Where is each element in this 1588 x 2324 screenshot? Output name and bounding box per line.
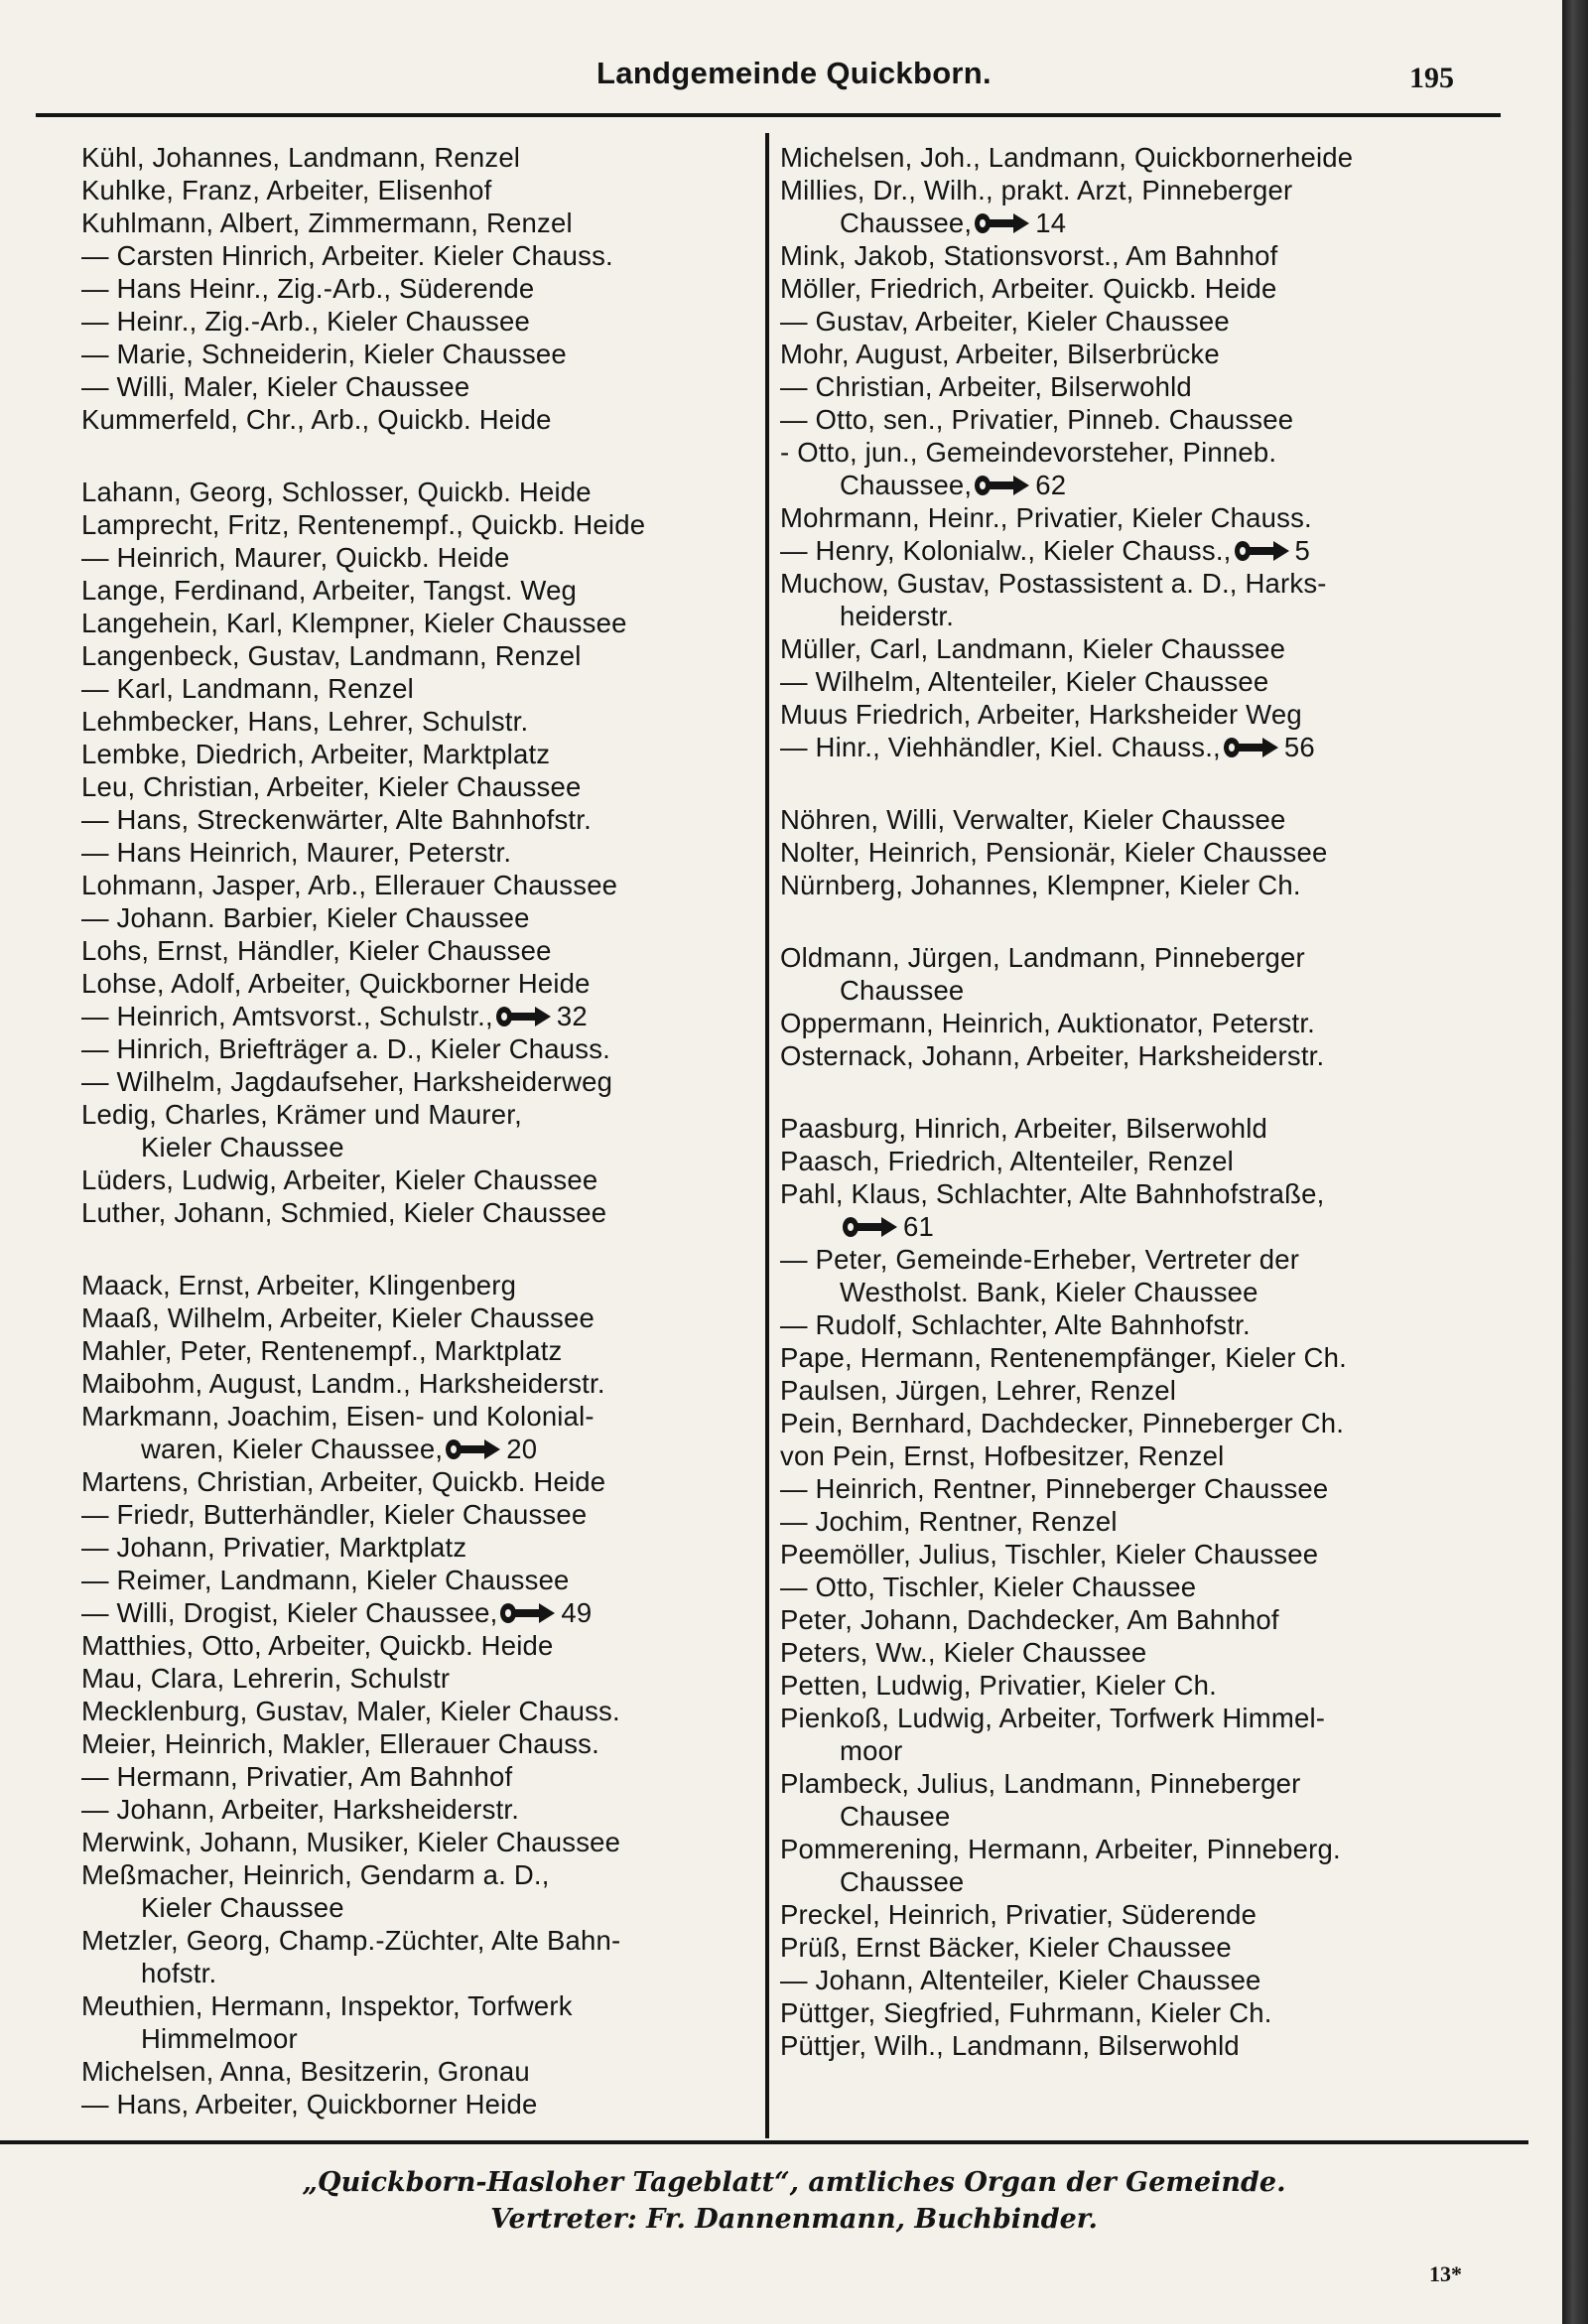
continuation-text: Chaussee [840, 975, 965, 1006]
directory-entry [81, 1793, 766, 1826]
footer-newspaper-line: „Quickborn-Hasloher Tageblatt“, amtliches Organ der Gemeinde. [302, 2167, 1286, 2198]
directory-entry [81, 2055, 766, 2088]
directory-entry [81, 206, 766, 239]
entry-text: Nöhren, Willi, Verwalter, Kieler Chaussee [780, 804, 1286, 835]
directory-entry [81, 1065, 766, 1098]
directory-entry [81, 1662, 766, 1695]
directory-entry [81, 1334, 766, 1367]
entry-text: Paasch, Friedrich, Altenteiler, Renzel [780, 1146, 1234, 1176]
entry-text: Lohs, Ernst, Händler, Kieler Chaussee [81, 935, 552, 966]
page-edge-shadow [1562, 0, 1588, 2324]
directory-entry [780, 1374, 1475, 1407]
entry-text: Paulsen, Jürgen, Lehrer, Renzel [780, 1375, 1177, 1406]
directory-entry [780, 567, 1475, 632]
entry-text: — Heinrich, Amtsvorst., Schulstr., [81, 1001, 493, 1031]
entry-text: Müller, Carl, Landmann, Kieler Chaussee [780, 633, 1286, 664]
directory-entry [81, 239, 766, 272]
entry-text: Osternack, Johann, Arbeiter, Harksheiderstr. [780, 1040, 1325, 1071]
entry-text: Markmann, Joachim, Eisen- und Kolonial- [81, 1401, 595, 1432]
directory-entry [780, 174, 1475, 239]
telephone-receiver-icon [445, 1437, 502, 1461]
continuation-text: Chaussee, [840, 470, 973, 500]
directory-entry [81, 338, 766, 370]
entry-continuation [780, 469, 1475, 501]
entry-text: — Johann, Altenteiler, Kieler Chaussee [780, 1965, 1261, 1995]
directory-entry [780, 239, 1475, 272]
entry-text: Peemöller, Julius, Tischler, Kieler Chaussee [780, 1539, 1319, 1570]
directory-entry [81, 770, 766, 803]
entry-text: — Carsten Hinrich, Arbeiter. Kieler Chauss. [81, 240, 613, 271]
directory-entry [81, 1760, 766, 1793]
directory-entry [81, 967, 766, 1000]
entry-text: — Johann, Privatier, Marktplatz [81, 1532, 467, 1563]
entry-text: Metzler, Georg, Champ.-Züchter, Alte Bahn- [81, 1925, 621, 1956]
entry-text: Mecklenburg, Gustav, Maler, Kieler Chauss. [81, 1696, 620, 1726]
entry-continuation [780, 1276, 1475, 1308]
directory-entry [780, 1571, 1475, 1603]
directory-entry [81, 1989, 766, 2055]
directory-entry [81, 1564, 766, 1596]
entry-text: Paasburg, Hinrich, Arbeiter, Bilserwohld [780, 1113, 1268, 1144]
directory-entry [81, 1498, 766, 1531]
continuation-text: Kieler Chaussee [141, 1132, 344, 1162]
entry-text: Möller, Friedrich, Arbeiter. Quickb. Heide [780, 273, 1277, 304]
continuation-text: hofstr. [141, 1958, 217, 1988]
directory-entry [780, 941, 1475, 1007]
entry-text: — Christian, Arbeiter, Bilserwohld [780, 371, 1192, 402]
entry-text: — Hans, Streckenwärter, Alte Bahnhofstr. [81, 804, 592, 835]
directory-entry [780, 403, 1475, 436]
directory-entry [81, 141, 766, 174]
phone-number: 62 [1035, 470, 1067, 500]
directory-entry [81, 1163, 766, 1196]
entry-text: — Otto, Tischler, Kieler Chaussee [780, 1572, 1197, 1602]
directory-entry [81, 901, 766, 934]
directory-entry [81, 836, 766, 869]
entry-text: — Johann, Arbeiter, Harksheiderstr. [81, 1794, 520, 1825]
directory-entry [780, 1538, 1475, 1571]
entry-text: Muus Friedrich, Arbeiter, Harksheider Weg [780, 699, 1302, 730]
continuation-text: waren, Kieler Chaussee, [141, 1434, 444, 1464]
directory-entry [780, 1669, 1475, 1702]
telephone-receiver-icon [1223, 736, 1280, 759]
entry-text: Lehmbecker, Hans, Lehrer, Schulstr. [81, 706, 529, 737]
directory-entry [81, 1596, 766, 1629]
directory-entry [780, 1964, 1475, 1996]
directory-entry [81, 1400, 766, 1465]
entry-text: — Peter, Gemeinde-Erheber, Vertreter der [780, 1244, 1300, 1275]
telephone-receiver-icon [974, 474, 1031, 497]
directory-entry [780, 436, 1475, 501]
entry-text: Leu, Christian, Arbeiter, Kieler Chaussee [81, 771, 582, 802]
entry-text: — Karl, Landmann, Renzel [81, 673, 414, 704]
entry-text: Maibohm, August, Landm., Harksheiderstr. [81, 1368, 605, 1399]
directory-entry [81, 934, 766, 967]
entry-continuation [780, 1800, 1475, 1833]
directory-entry [780, 1308, 1475, 1341]
entry-continuation [780, 600, 1475, 632]
entry-text: Kuhlke, Franz, Arbeiter, Elisenhof [81, 175, 492, 205]
telephone-receiver-icon [495, 1005, 553, 1028]
entry-text: Maack, Ernst, Arbeiter, Klingenberg [81, 1270, 517, 1300]
entry-text: Meuthien, Hermann, Inspektor, Torfwerk [81, 1990, 573, 2021]
directory-entry [81, 803, 766, 836]
directory-entry [81, 738, 766, 770]
entry-text: Muchow, Gustav, Postassistent a. D., Harks- [780, 568, 1327, 599]
directory-entry [780, 305, 1475, 338]
signature-mark: 13* [1429, 2261, 1462, 2286]
continuation-text: moor [840, 1735, 903, 1766]
entry-continuation [81, 1131, 766, 1163]
entry-continuation [780, 206, 1475, 239]
directory-entry [81, 508, 766, 541]
entry-text: Petten, Ludwig, Privatier, Kieler Ch. [780, 1670, 1217, 1701]
directory-entry [780, 836, 1475, 869]
header-rule [36, 113, 1501, 117]
directory-entry [780, 141, 1475, 174]
directory-entry [81, 1269, 766, 1301]
directory-entry [780, 1112, 1475, 1145]
column-divider [765, 133, 769, 2138]
directory-entry [780, 803, 1475, 836]
entry-continuation [81, 2022, 766, 2055]
footer-agent-line: Vertreter: Fr. Dannenmann, Buchbinder. [490, 2204, 1098, 2235]
entry-text: Martens, Christian, Arbeiter, Quickb. Heide [81, 1466, 606, 1497]
entry-text: Pommerening, Hermann, Arbeiter, Pinneberg. [780, 1834, 1341, 1864]
directory-entry [780, 698, 1475, 731]
entry-text: Kuhlmann, Albert, Zimmermann, Renzel [81, 207, 573, 238]
directory-entry [780, 1931, 1475, 1964]
directory-entry [81, 1695, 766, 1727]
entry-text: Michelsen, Anna, Besitzerin, Gronau [81, 2056, 530, 2087]
entry-text: — Friedr, Butterhändler, Kieler Chaussee [81, 1499, 588, 1530]
entry-text: Merwink, Johann, Musiker, Kieler Chaussee [81, 1827, 621, 1857]
directory-entry [81, 672, 766, 705]
entry-text: Lohmann, Jasper, Arb., Ellerauer Chaussee [81, 870, 618, 900]
directory-entry [780, 1702, 1475, 1767]
entry-continuation [81, 1433, 766, 1465]
entry-continuation [81, 1891, 766, 1924]
directory-entry [81, 476, 766, 508]
entry-text: — Hermann, Privatier, Am Bahnhof [81, 1761, 513, 1792]
directory-entry [81, 1465, 766, 1498]
directory-entry [81, 607, 766, 639]
entry-text: Langehein, Karl, Klempner, Kieler Chaussee [81, 608, 627, 638]
entry-text: — Wilhelm, Altenteiler, Kieler Chaussee [780, 666, 1269, 697]
continuation-text: Kieler Chaussee [141, 1892, 344, 1923]
directory-entry [81, 1032, 766, 1065]
phone-number: 49 [561, 1597, 593, 1628]
entry-text: Kühl, Johannes, Landmann, Renzel [81, 142, 521, 173]
phone-number: 56 [1283, 732, 1315, 762]
entry-text: Lamprecht, Fritz, Rentenempf., Quickb. Heide [81, 509, 646, 540]
entry-text: — Johann. Barbier, Kieler Chaussee [81, 902, 530, 933]
entry-text: Maaß, Wilhelm, Arbeiter, Kieler Chaussee [81, 1302, 595, 1333]
footer-rule [0, 2140, 1528, 2144]
entry-text: Peters, Ww., Kieler Chaussee [780, 1637, 1147, 1668]
phone-number: 20 [506, 1434, 538, 1464]
entry-text: — Rudolf, Schlachter, Alte Bahnhofstr. [780, 1309, 1251, 1340]
entry-text: Luther, Johann, Schmied, Kieler Chaussee [81, 1197, 607, 1228]
directory-entry [780, 869, 1475, 901]
directory-entry [780, 1603, 1475, 1636]
entry-text: Pein, Bernhard, Dachdecker, Pinneberger Ch. [780, 1408, 1345, 1438]
entry-text: Lahann, Georg, Schlosser, Quickb. Heide [81, 477, 592, 507]
entry-text: Matthies, Otto, Arbeiter, Quickb. Heide [81, 1630, 554, 1661]
continuation-text: Chaussee [840, 1866, 965, 1897]
entry-text: Prüß, Ernst Bäcker, Kieler Chaussee [780, 1932, 1232, 1963]
entry-text: — Henry, Kolonialw., Kieler Chauss., [780, 535, 1232, 566]
entry-text: Meier, Heinrich, Makler, Ellerauer Chauss. [81, 1728, 599, 1759]
entry-text: Plambeck, Julius, Landmann, Pinneberger [780, 1768, 1301, 1799]
entry-text: Langenbeck, Gustav, Landmann, Renzel [81, 640, 582, 671]
telephone-receiver-icon [842, 1215, 899, 1239]
entry-continuation [780, 974, 1475, 1007]
entry-text: Nürnberg, Johannes, Klempner, Kieler Ch. [780, 870, 1301, 900]
entry-text: — Gustav, Arbeiter, Kieler Chaussee [780, 306, 1230, 337]
directory-entry [780, 1767, 1475, 1833]
telephone-receiver-icon [1234, 539, 1291, 563]
page-number: 195 [1409, 62, 1454, 94]
entry-text: Mohrmann, Heinr., Privatier, Kieler Chauss. [780, 502, 1312, 533]
directory-entry [81, 639, 766, 672]
directory-entry [81, 1301, 766, 1334]
entry-text: — Willi, Maler, Kieler Chaussee [81, 371, 470, 402]
entry-text: Lembke, Diedrich, Arbeiter, Marktplatz [81, 739, 551, 769]
continuation-text: Chausee [840, 1801, 951, 1832]
entry-continuation [81, 1957, 766, 1989]
phone-number: 61 [903, 1211, 934, 1242]
directory-entry [780, 1145, 1475, 1177]
entry-text: — Wilhelm, Jagdaufseher, Harksheiderweg [81, 1066, 613, 1097]
entry-text: Pape, Hermann, Rentenempfänger, Kieler Ch. [780, 1342, 1347, 1373]
directory-entry [81, 403, 766, 436]
directory-entry [81, 1826, 766, 1858]
page-title: Landgemeinde Quickborn. [596, 56, 992, 90]
directory-entry [81, 574, 766, 607]
directory-entry [81, 1531, 766, 1564]
entry-text: Michelsen, Joh., Landmann, Quickbornerheide [780, 142, 1354, 173]
directory-entry [81, 541, 766, 574]
directory-entry [780, 534, 1475, 567]
directory-entry [780, 1407, 1475, 1439]
directory-entry [780, 1472, 1475, 1505]
directory-entry [81, 1367, 766, 1400]
entry-text: Lange, Ferdinand, Arbeiter, Tangst. Weg [81, 575, 578, 606]
entry-text: Lüders, Ludwig, Arbeiter, Kieler Chaussee [81, 1164, 598, 1195]
directory-entry [81, 272, 766, 305]
entry-text: Meßmacher, Heinrich, Gendarm a. D., [81, 1859, 550, 1890]
entry-text: Lohse, Adolf, Arbeiter, Quickborner Heide [81, 968, 591, 999]
entry-continuation [780, 1210, 1475, 1243]
phone-number: 14 [1035, 207, 1067, 238]
entry-continuation [780, 1734, 1475, 1767]
directory-entry [81, 1196, 766, 1229]
entry-text: — Heinrich, Maurer, Quickb. Heide [81, 542, 510, 573]
entry-text: — Marie, Schneiderin, Kieler Chaussee [81, 339, 567, 369]
entry-text: — Jochim, Rentner, Renzel [780, 1506, 1118, 1537]
directory-entry [81, 1924, 766, 1989]
continuation-text: heiderstr. [840, 601, 955, 631]
continuation-text: Westholst. Bank, Kieler Chaussee [840, 1277, 1258, 1307]
entry-text: Oldmann, Jürgen, Landmann, Pinneberger [780, 942, 1305, 973]
directory-entry [81, 370, 766, 403]
entry-text: Kummerfeld, Chr., Arb., Quickb. Heide [81, 404, 552, 435]
entry-text: Oppermann, Heinrich, Auktionator, Peterstr. [780, 1008, 1316, 1038]
directory-entry [780, 272, 1475, 305]
directory-entry [780, 1439, 1475, 1472]
entry-text: — Willi, Drogist, Kieler Chaussee, [81, 1597, 498, 1628]
entry-text: Mohr, August, Arbeiter, Bilserbrücke [780, 339, 1220, 369]
telephone-receiver-icon [974, 211, 1031, 235]
directory-entry [780, 731, 1475, 763]
directory-entry [780, 1007, 1475, 1039]
directory-entry [81, 1098, 766, 1163]
directory-entry [81, 2088, 766, 2120]
entry-text: Mau, Clara, Lehrerin, Schulstr [81, 1663, 451, 1694]
directory-entry [780, 1833, 1475, 1898]
directory-entry [780, 1243, 1475, 1308]
entry-text: — Hans, Arbeiter, Quickborner Heide [81, 2089, 538, 2119]
directory-entry [81, 1727, 766, 1760]
entry-text: Püttjer, Wilh., Landmann, Bilserwohld [780, 2030, 1240, 2061]
directory-entry [780, 501, 1475, 534]
left-column [81, 141, 766, 2120]
entry-text: Mahler, Peter, Rentenempf., Marktplatz [81, 1335, 563, 1366]
directory-entry [81, 1858, 766, 1924]
entry-text: — Heinrich, Rentner, Pinneberger Chaussee [780, 1473, 1329, 1504]
entry-text: — Hans Heinrich, Maurer, Peterstr. [81, 837, 512, 868]
directory-entry [780, 1505, 1475, 1538]
entry-text: Millies, Dr., Wilh., prakt. Arzt, Pinneberger [780, 175, 1293, 205]
directory-entry [780, 1039, 1475, 1072]
right-column [780, 141, 1475, 2062]
entry-continuation [780, 1865, 1475, 1898]
entry-text: Pahl, Klaus, Schlachter, Alte Bahnhofstraße, [780, 1178, 1325, 1209]
directory-entry [780, 1996, 1475, 2029]
entry-text: — Reimer, Landmann, Kieler Chaussee [81, 1565, 570, 1595]
directory-entry [780, 2029, 1475, 2062]
directory-entry [81, 869, 766, 901]
phone-number: 32 [556, 1001, 588, 1031]
directory-entry [780, 632, 1475, 665]
directory-entry [81, 1629, 766, 1662]
directory-entry [81, 174, 766, 206]
phone-number: 5 [1294, 535, 1311, 566]
directory-entry [780, 665, 1475, 698]
entry-text: Peter, Johann, Dachdecker, Am Bahnhof [780, 1604, 1279, 1635]
directory-entry [780, 370, 1475, 403]
entry-text: von Pein, Ernst, Hofbesitzer, Renzel [780, 1440, 1225, 1471]
directory-entry [780, 1898, 1475, 1931]
directory-entry [780, 1341, 1475, 1374]
entry-text: — Hinr., Viehhändler, Kiel. Chauss., [780, 732, 1221, 762]
entry-text: Püttger, Siegfried, Fuhrmann, Kieler Ch. [780, 1997, 1272, 2028]
entry-text: — Hans Heinr., Zig.-Arb., Süderende [81, 273, 535, 304]
directory-entry [81, 705, 766, 738]
entry-text: — Otto, sen., Privatier, Pinneb. Chaussee [780, 404, 1294, 435]
entry-text: Preckel, Heinrich, Privatier, Süderende [780, 1899, 1257, 1930]
directory-entry [780, 338, 1475, 370]
continuation-text: Chaussee, [840, 207, 973, 238]
directory-entry [81, 305, 766, 338]
entry-text: — Heinr., Zig.-Arb., Kieler Chaussee [81, 306, 530, 337]
entry-text: Ledig, Charles, Krämer und Maurer, [81, 1099, 522, 1130]
directory-entry [780, 1636, 1475, 1669]
entry-text: - Otto, jun., Gemeindevorsteher, Pinneb. [780, 437, 1277, 468]
entry-text: — Hinrich, Briefträger a. D., Kieler Chauss. [81, 1033, 611, 1064]
directory-entry [780, 1177, 1475, 1243]
entry-text: Nolter, Heinrich, Pensionär, Kieler Chaussee [780, 837, 1328, 868]
directory-entry [81, 1000, 766, 1032]
entry-text: Mink, Jakob, Stationsvorst., Am Bahnhof [780, 240, 1278, 271]
entry-text: Pienkoß, Ludwig, Arbeiter, Torfwerk Himmel- [780, 1703, 1326, 1733]
telephone-receiver-icon [499, 1601, 557, 1625]
continuation-text: Himmelmoor [141, 2023, 298, 2054]
